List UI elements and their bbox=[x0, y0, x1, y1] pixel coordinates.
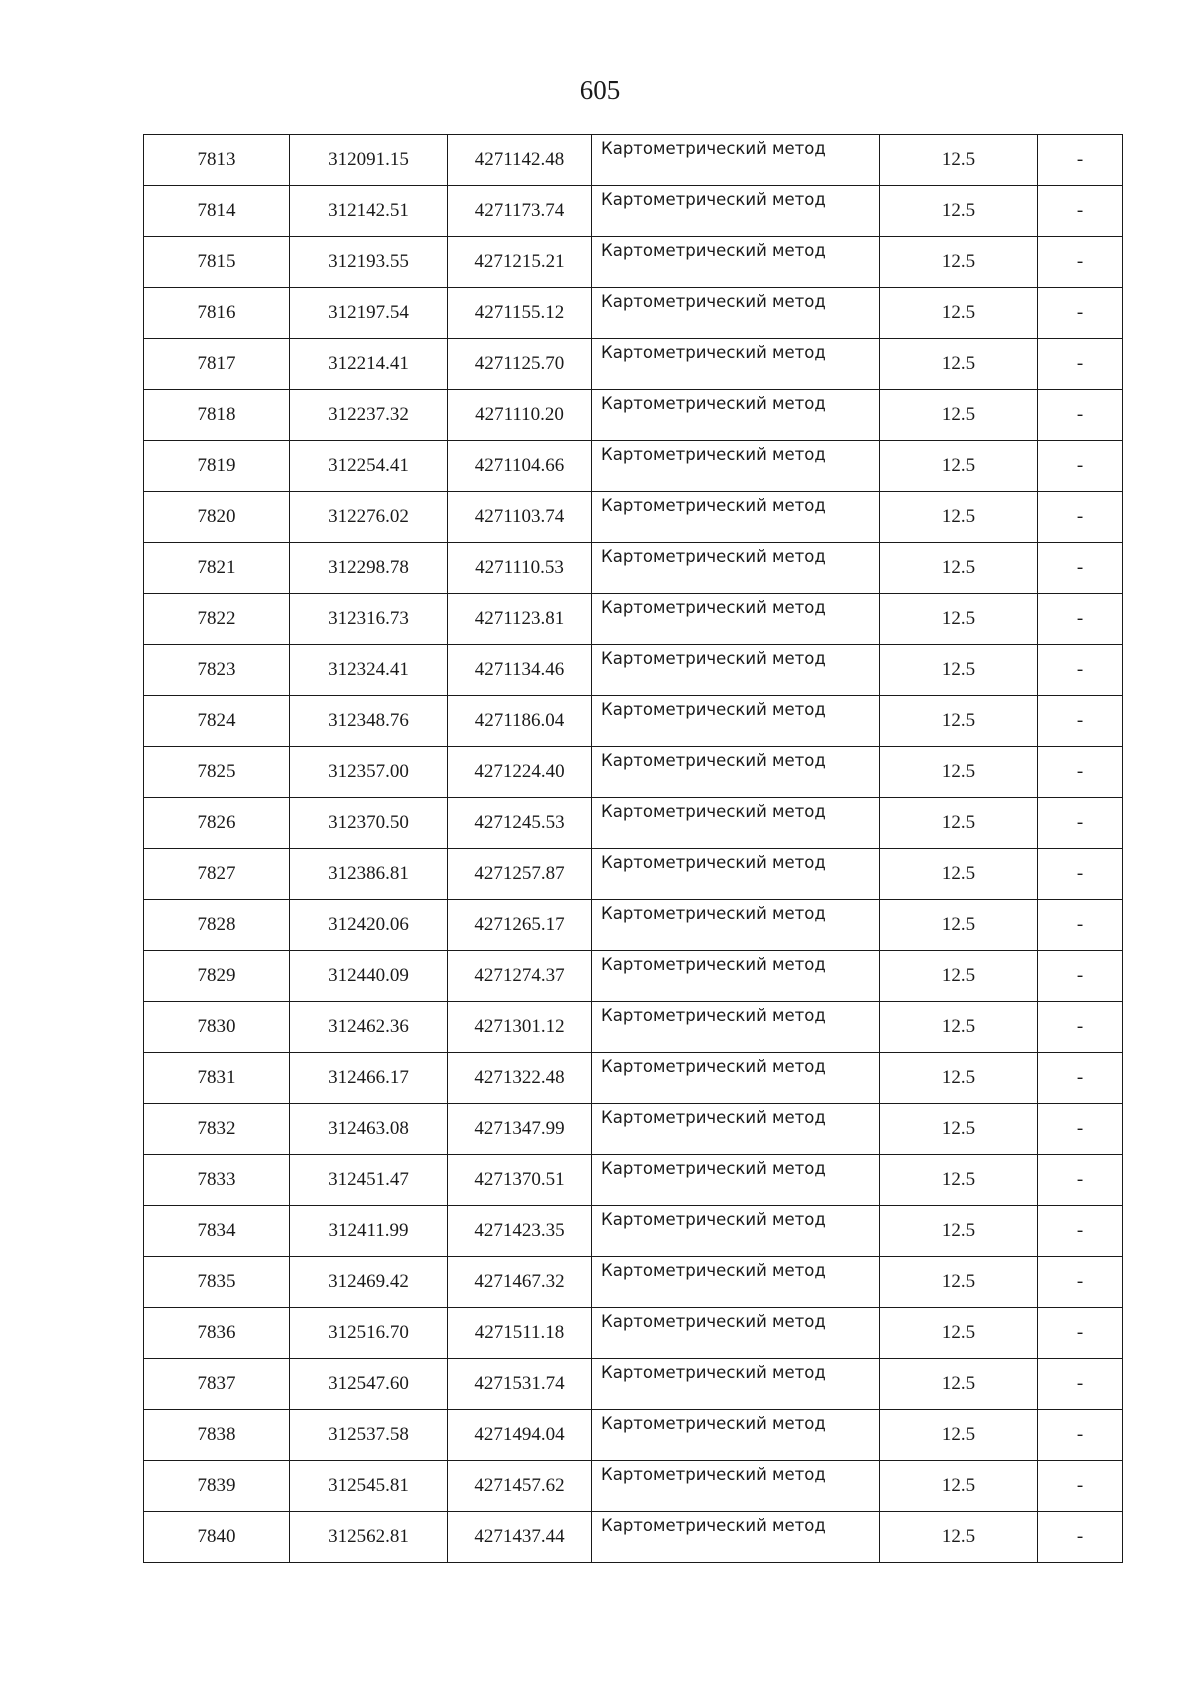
note-cell: - bbox=[1038, 645, 1123, 696]
y-coordinate-cell: 4271142.48 bbox=[448, 135, 592, 186]
table-row bbox=[144, 798, 1123, 849]
y-coordinate-cell: 4271186.04 bbox=[448, 696, 592, 747]
method-cell: Картометрический метод bbox=[592, 1359, 880, 1410]
method-cell: Картометрический метод bbox=[592, 390, 880, 441]
y-coordinate-cell: 4271457.62 bbox=[448, 1461, 592, 1512]
y-coordinate-cell: 4271511.18 bbox=[448, 1308, 592, 1359]
x-coordinate-cell: 312516.70 bbox=[290, 1308, 448, 1359]
table-row bbox=[144, 1053, 1123, 1104]
note-cell: - bbox=[1038, 594, 1123, 645]
accuracy-cell: 12.5 bbox=[880, 594, 1038, 645]
y-coordinate-cell: 4271437.44 bbox=[448, 1512, 592, 1563]
method-cell: Картометрический метод bbox=[592, 543, 880, 594]
point-number-cell: 7832 bbox=[144, 1104, 290, 1155]
note-cell: - bbox=[1038, 237, 1123, 288]
table-row bbox=[144, 1512, 1123, 1563]
method-cell: Картометрический метод bbox=[592, 1155, 880, 1206]
x-coordinate-cell: 312237.32 bbox=[290, 390, 448, 441]
accuracy-cell: 12.5 bbox=[880, 1461, 1038, 1512]
note-cell: - bbox=[1038, 696, 1123, 747]
accuracy-cell: 12.5 bbox=[880, 1206, 1038, 1257]
point-number-cell: 7833 bbox=[144, 1155, 290, 1206]
point-number-cell: 7828 bbox=[144, 900, 290, 951]
x-coordinate-cell: 312348.76 bbox=[290, 696, 448, 747]
note-cell: - bbox=[1038, 1206, 1123, 1257]
accuracy-cell: 12.5 bbox=[880, 900, 1038, 951]
accuracy-cell: 12.5 bbox=[880, 339, 1038, 390]
accuracy-cell: 12.5 bbox=[880, 1308, 1038, 1359]
point-number-cell: 7826 bbox=[144, 798, 290, 849]
table-body bbox=[144, 135, 1123, 1563]
point-number-cell: 7822 bbox=[144, 594, 290, 645]
point-number-cell: 7820 bbox=[144, 492, 290, 543]
method-cell: Картометрический метод bbox=[592, 1308, 880, 1359]
table-row bbox=[144, 1206, 1123, 1257]
table-row bbox=[144, 1461, 1123, 1512]
point-number-cell: 7821 bbox=[144, 543, 290, 594]
accuracy-cell: 12.5 bbox=[880, 1104, 1038, 1155]
y-coordinate-cell: 4271467.32 bbox=[448, 1257, 592, 1308]
note-cell: - bbox=[1038, 492, 1123, 543]
table-row bbox=[144, 186, 1123, 237]
note-cell: - bbox=[1038, 1053, 1123, 1104]
note-cell: - bbox=[1038, 186, 1123, 237]
x-coordinate-cell: 312562.81 bbox=[290, 1512, 448, 1563]
accuracy-cell: 12.5 bbox=[880, 441, 1038, 492]
note-cell: - bbox=[1038, 288, 1123, 339]
table-row bbox=[144, 288, 1123, 339]
note-cell: - bbox=[1038, 1002, 1123, 1053]
point-number-cell: 7831 bbox=[144, 1053, 290, 1104]
method-cell: Картометрический метод bbox=[592, 951, 880, 1002]
point-number-cell: 7838 bbox=[144, 1410, 290, 1461]
method-cell: Картометрический метод bbox=[592, 900, 880, 951]
x-coordinate-cell: 312545.81 bbox=[290, 1461, 448, 1512]
accuracy-cell: 12.5 bbox=[880, 135, 1038, 186]
y-coordinate-cell: 4271110.53 bbox=[448, 543, 592, 594]
table-row bbox=[144, 1359, 1123, 1410]
table-row bbox=[144, 747, 1123, 798]
note-cell: - bbox=[1038, 1104, 1123, 1155]
table-row bbox=[144, 1155, 1123, 1206]
method-cell: Картометрический метод bbox=[592, 237, 880, 288]
x-coordinate-cell: 312357.00 bbox=[290, 747, 448, 798]
point-number-cell: 7823 bbox=[144, 645, 290, 696]
accuracy-cell: 12.5 bbox=[880, 543, 1038, 594]
table-row bbox=[144, 492, 1123, 543]
y-coordinate-cell: 4271134.46 bbox=[448, 645, 592, 696]
table-row bbox=[144, 543, 1123, 594]
method-cell: Картометрический метод bbox=[592, 441, 880, 492]
method-cell: Картометрический метод bbox=[592, 1257, 880, 1308]
accuracy-cell: 12.5 bbox=[880, 1512, 1038, 1563]
point-number-cell: 7819 bbox=[144, 441, 290, 492]
table-row bbox=[144, 645, 1123, 696]
accuracy-cell: 12.5 bbox=[880, 747, 1038, 798]
note-cell: - bbox=[1038, 1308, 1123, 1359]
note-cell: - bbox=[1038, 849, 1123, 900]
method-cell: Картометрический метод bbox=[592, 594, 880, 645]
accuracy-cell: 12.5 bbox=[880, 1257, 1038, 1308]
method-cell: Картометрический метод bbox=[592, 798, 880, 849]
note-cell: - bbox=[1038, 339, 1123, 390]
point-number-cell: 7814 bbox=[144, 186, 290, 237]
point-number-cell: 7817 bbox=[144, 339, 290, 390]
y-coordinate-cell: 4271215.21 bbox=[448, 237, 592, 288]
point-number-cell: 7835 bbox=[144, 1257, 290, 1308]
accuracy-cell: 12.5 bbox=[880, 645, 1038, 696]
y-coordinate-cell: 4271125.70 bbox=[448, 339, 592, 390]
y-coordinate-cell: 4271103.74 bbox=[448, 492, 592, 543]
note-cell: - bbox=[1038, 135, 1123, 186]
point-number-cell: 7836 bbox=[144, 1308, 290, 1359]
y-coordinate-cell: 4271274.37 bbox=[448, 951, 592, 1002]
table-row bbox=[144, 1410, 1123, 1461]
note-cell: - bbox=[1038, 747, 1123, 798]
x-coordinate-cell: 312466.17 bbox=[290, 1053, 448, 1104]
point-number-cell: 7830 bbox=[144, 1002, 290, 1053]
x-coordinate-cell: 312547.60 bbox=[290, 1359, 448, 1410]
accuracy-cell: 12.5 bbox=[880, 390, 1038, 441]
x-coordinate-cell: 312411.99 bbox=[290, 1206, 448, 1257]
x-coordinate-cell: 312451.47 bbox=[290, 1155, 448, 1206]
y-coordinate-cell: 4271257.87 bbox=[448, 849, 592, 900]
y-coordinate-cell: 4271423.35 bbox=[448, 1206, 592, 1257]
x-coordinate-cell: 312091.15 bbox=[290, 135, 448, 186]
y-coordinate-cell: 4271224.40 bbox=[448, 747, 592, 798]
note-cell: - bbox=[1038, 900, 1123, 951]
x-coordinate-cell: 312440.09 bbox=[290, 951, 448, 1002]
method-cell: Картометрический метод bbox=[592, 1410, 880, 1461]
method-cell: Картометрический метод bbox=[592, 135, 880, 186]
table-row bbox=[144, 900, 1123, 951]
y-coordinate-cell: 4271531.74 bbox=[448, 1359, 592, 1410]
point-number-cell: 7834 bbox=[144, 1206, 290, 1257]
table-row bbox=[144, 1257, 1123, 1308]
x-coordinate-cell: 312463.08 bbox=[290, 1104, 448, 1155]
method-cell: Картометрический метод bbox=[592, 1053, 880, 1104]
table-row bbox=[144, 849, 1123, 900]
note-cell: - bbox=[1038, 543, 1123, 594]
method-cell: Картометрический метод bbox=[592, 1206, 880, 1257]
x-coordinate-cell: 312324.41 bbox=[290, 645, 448, 696]
accuracy-cell: 12.5 bbox=[880, 798, 1038, 849]
method-cell: Картометрический метод bbox=[592, 1461, 880, 1512]
y-coordinate-cell: 4271322.48 bbox=[448, 1053, 592, 1104]
table-row bbox=[144, 951, 1123, 1002]
note-cell: - bbox=[1038, 441, 1123, 492]
x-coordinate-cell: 312193.55 bbox=[290, 237, 448, 288]
x-coordinate-cell: 312214.41 bbox=[290, 339, 448, 390]
note-cell: - bbox=[1038, 390, 1123, 441]
accuracy-cell: 12.5 bbox=[880, 288, 1038, 339]
accuracy-cell: 12.5 bbox=[880, 492, 1038, 543]
method-cell: Картометрический метод bbox=[592, 492, 880, 543]
method-cell: Картометрический метод bbox=[592, 339, 880, 390]
table-row bbox=[144, 1104, 1123, 1155]
y-coordinate-cell: 4271110.20 bbox=[448, 390, 592, 441]
point-number-cell: 7825 bbox=[144, 747, 290, 798]
point-number-cell: 7813 bbox=[144, 135, 290, 186]
note-cell: - bbox=[1038, 1257, 1123, 1308]
note-cell: - bbox=[1038, 1512, 1123, 1563]
y-coordinate-cell: 4271123.81 bbox=[448, 594, 592, 645]
x-coordinate-cell: 312197.54 bbox=[290, 288, 448, 339]
table-row bbox=[144, 1002, 1123, 1053]
accuracy-cell: 12.5 bbox=[880, 1155, 1038, 1206]
method-cell: Картометрический метод bbox=[592, 1002, 880, 1053]
x-coordinate-cell: 312370.50 bbox=[290, 798, 448, 849]
y-coordinate-cell: 4271494.04 bbox=[448, 1410, 592, 1461]
point-number-cell: 7818 bbox=[144, 390, 290, 441]
accuracy-cell: 12.5 bbox=[880, 849, 1038, 900]
accuracy-cell: 12.5 bbox=[880, 951, 1038, 1002]
note-cell: - bbox=[1038, 1359, 1123, 1410]
method-cell: Картометрический метод bbox=[592, 645, 880, 696]
point-number-cell: 7837 bbox=[144, 1359, 290, 1410]
point-number-cell: 7839 bbox=[144, 1461, 290, 1512]
point-number-cell: 7816 bbox=[144, 288, 290, 339]
method-cell: Картометрический метод bbox=[592, 186, 880, 237]
point-number-cell: 7824 bbox=[144, 696, 290, 747]
note-cell: - bbox=[1038, 1461, 1123, 1512]
table-row bbox=[144, 237, 1123, 288]
method-cell: Картометрический метод bbox=[592, 696, 880, 747]
x-coordinate-cell: 312254.41 bbox=[290, 441, 448, 492]
note-cell: - bbox=[1038, 1155, 1123, 1206]
y-coordinate-cell: 4271245.53 bbox=[448, 798, 592, 849]
method-cell: Картометрический метод bbox=[592, 288, 880, 339]
x-coordinate-cell: 312298.78 bbox=[290, 543, 448, 594]
y-coordinate-cell: 4271104.66 bbox=[448, 441, 592, 492]
table-row bbox=[144, 1308, 1123, 1359]
point-number-cell: 7840 bbox=[144, 1512, 290, 1563]
y-coordinate-cell: 4271370.51 bbox=[448, 1155, 592, 1206]
x-coordinate-cell: 312462.36 bbox=[290, 1002, 448, 1053]
method-cell: Картометрический метод bbox=[592, 849, 880, 900]
x-coordinate-cell: 312386.81 bbox=[290, 849, 448, 900]
accuracy-cell: 12.5 bbox=[880, 696, 1038, 747]
x-coordinate-cell: 312276.02 bbox=[290, 492, 448, 543]
table-row bbox=[144, 594, 1123, 645]
y-coordinate-cell: 4271173.74 bbox=[448, 186, 592, 237]
x-coordinate-cell: 312469.42 bbox=[290, 1257, 448, 1308]
y-coordinate-cell: 4271301.12 bbox=[448, 1002, 592, 1053]
x-coordinate-cell: 312142.51 bbox=[290, 186, 448, 237]
accuracy-cell: 12.5 bbox=[880, 186, 1038, 237]
accuracy-cell: 12.5 bbox=[880, 1359, 1038, 1410]
table-row bbox=[144, 390, 1123, 441]
table-row bbox=[144, 441, 1123, 492]
point-number-cell: 7829 bbox=[144, 951, 290, 1002]
x-coordinate-cell: 312420.06 bbox=[290, 900, 448, 951]
y-coordinate-cell: 4271265.17 bbox=[448, 900, 592, 951]
y-coordinate-cell: 4271347.99 bbox=[448, 1104, 592, 1155]
x-coordinate-cell: 312316.73 bbox=[290, 594, 448, 645]
table-row bbox=[144, 135, 1123, 186]
note-cell: - bbox=[1038, 951, 1123, 1002]
y-coordinate-cell: 4271155.12 bbox=[448, 288, 592, 339]
coordinates-table bbox=[143, 134, 1123, 1563]
accuracy-cell: 12.5 bbox=[880, 1002, 1038, 1053]
table-row bbox=[144, 339, 1123, 390]
accuracy-cell: 12.5 bbox=[880, 237, 1038, 288]
note-cell: - bbox=[1038, 1410, 1123, 1461]
method-cell: Картометрический метод bbox=[592, 1104, 880, 1155]
table-row bbox=[144, 696, 1123, 747]
method-cell: Картометрический метод bbox=[592, 1512, 880, 1563]
note-cell: - bbox=[1038, 798, 1123, 849]
accuracy-cell: 12.5 bbox=[880, 1410, 1038, 1461]
point-number-cell: 7815 bbox=[144, 237, 290, 288]
x-coordinate-cell: 312537.58 bbox=[290, 1410, 448, 1461]
page-number: 605 bbox=[579, 75, 621, 105]
method-cell: Картометрический метод bbox=[592, 747, 880, 798]
point-number-cell: 7827 bbox=[144, 849, 290, 900]
accuracy-cell: 12.5 bbox=[880, 1053, 1038, 1104]
